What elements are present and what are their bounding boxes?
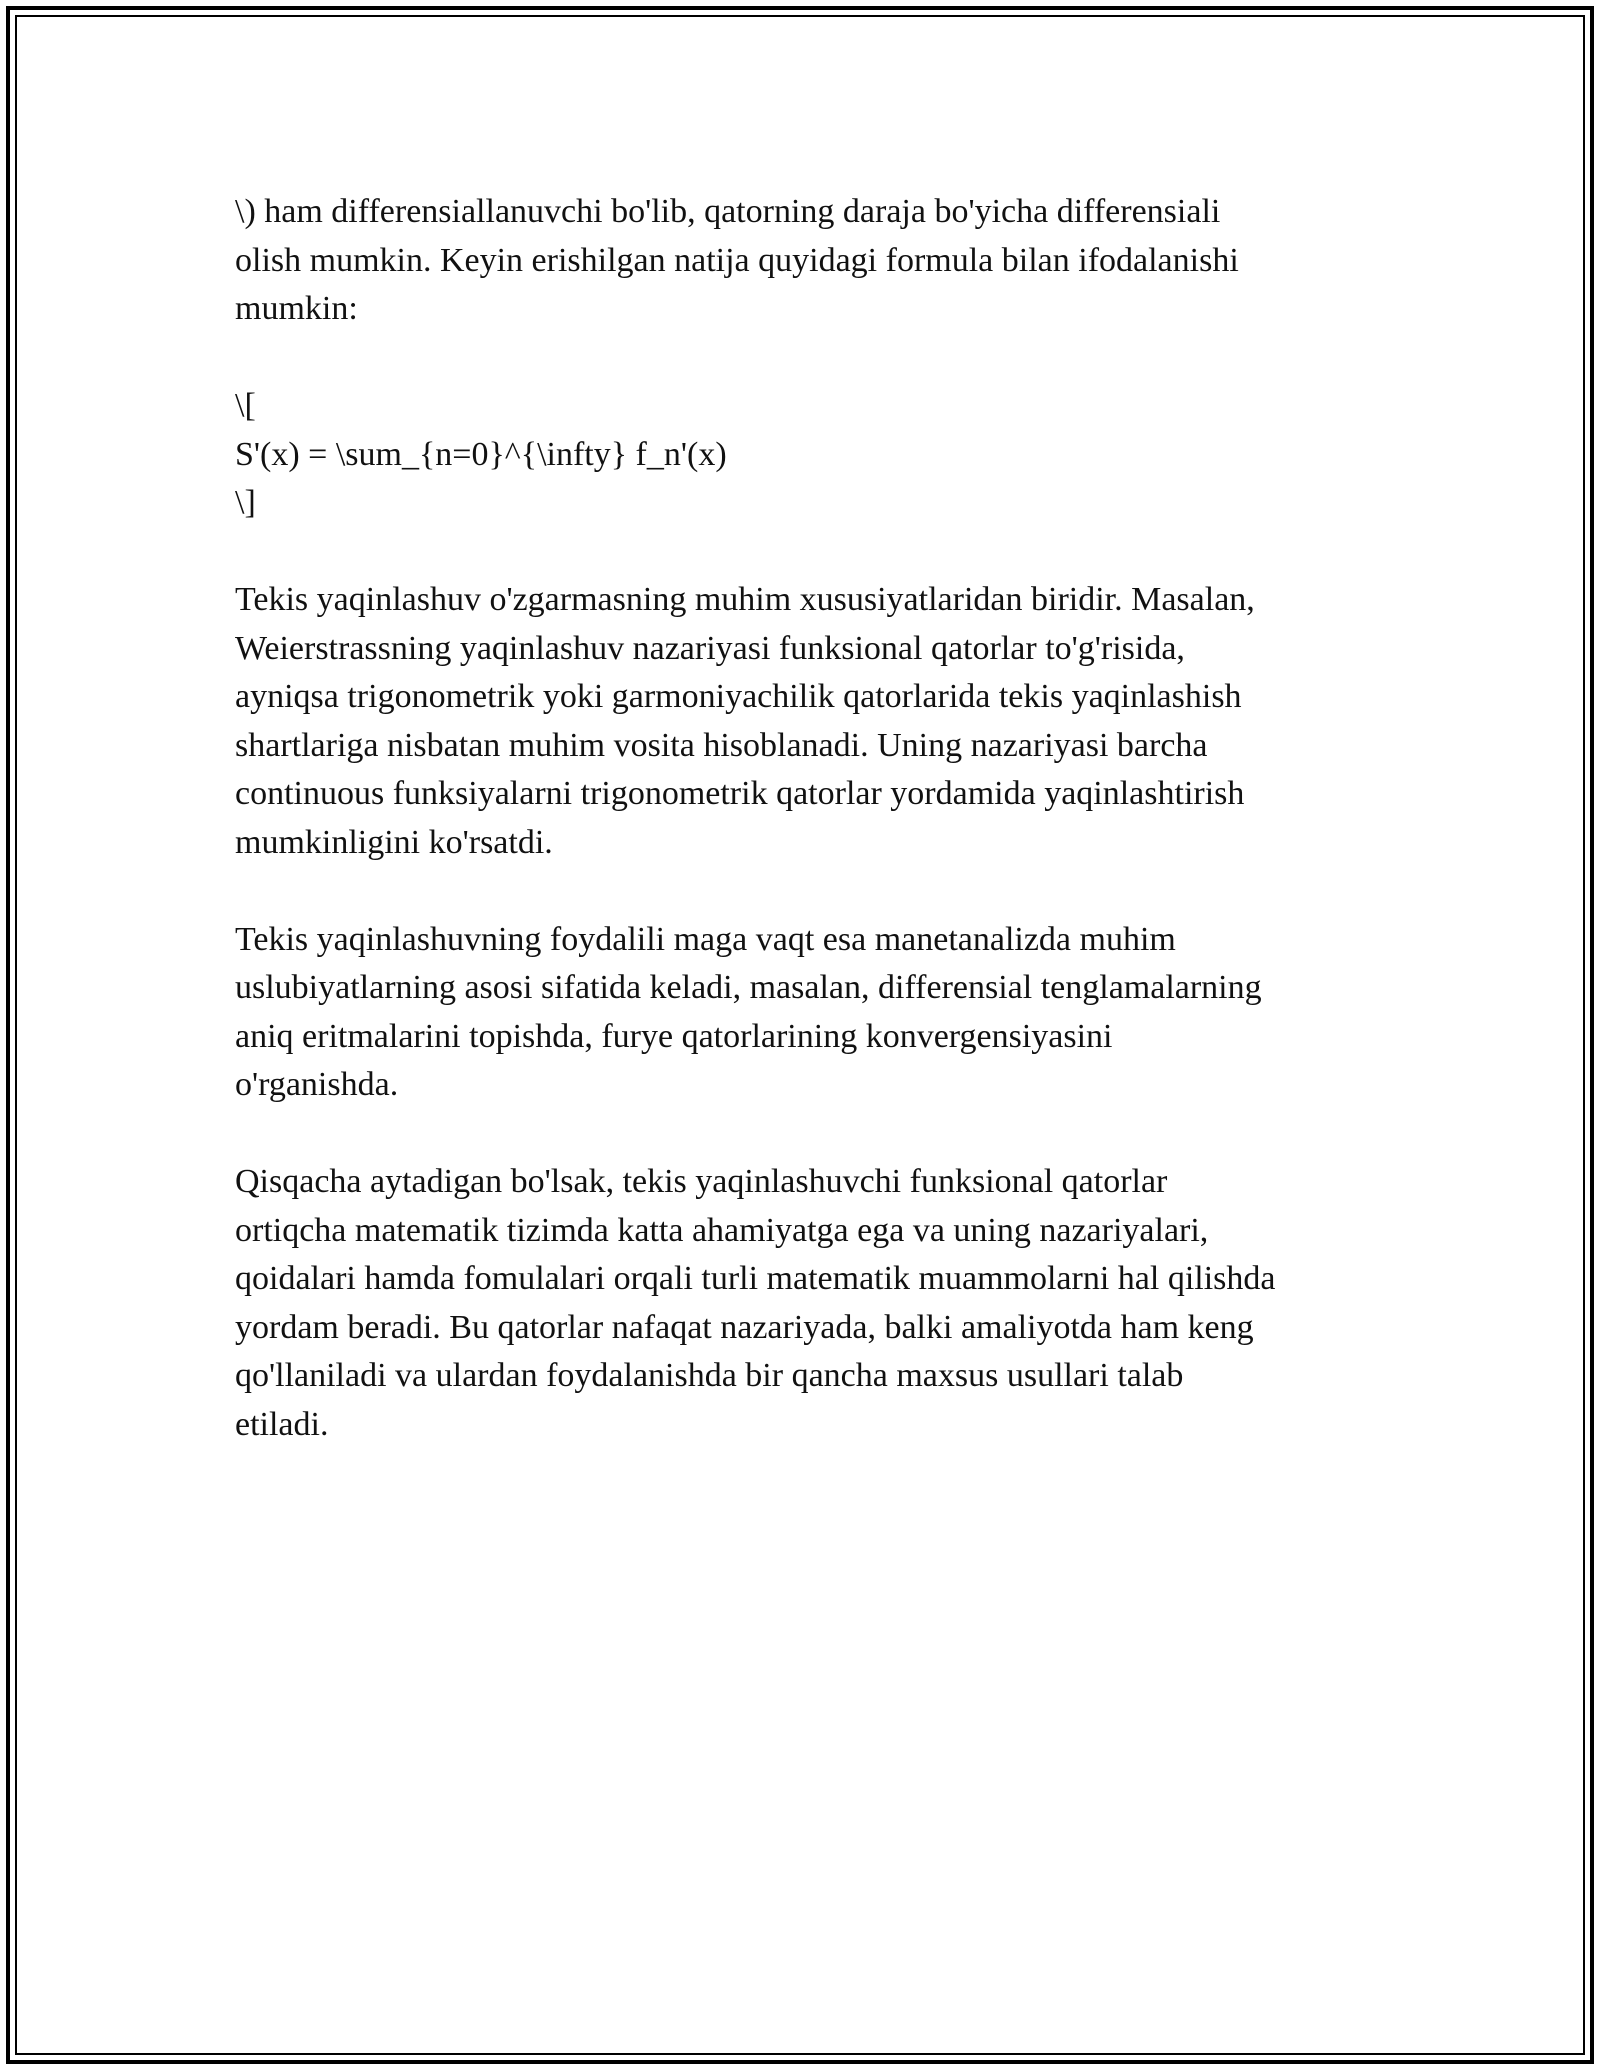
paragraph-intro-line1: \) ham differensiallanuvchi bo'lib, qatorning daraja bo'yicha differensiali — [235, 193, 1221, 230]
formula-open: \[ — [235, 387, 256, 424]
paragraph-intro-line2: olish mumkin. Keyin erishilgan natija quyidagi formula bilan ifodalanishi — [235, 241, 1239, 279]
formula-close: \] — [235, 484, 256, 521]
formula-block — [235, 382, 1375, 528]
paragraph-conclusion: Qisqacha aytadigan bo'lsak, tekis yaqinlashuvchi funksional qatorlar ortiqcha matematik tizimda katta ahamiyatga ega va uning nazariyalari, qoidalari hamda fomulalari orqali turli matematik muammolarni hal qilishda yordam beradi. Bu qatorlar nafaqat nazariyada, balki amaliyotda ham keng qo'llaniladi va ulardan foydalanishda bir qancha maxsus usullari talab etiladi. — [235, 1163, 1276, 1443]
paragraph-applications: Tekis yaqinlashuvning foydalili maga vaqt esa manetanalizda muhim uslubiyatlarning asosi sifatida keladi, masalan, differensial tenglamalarning aniq eritmalarini topishda, furye qatorlarining konvergensiyasini o'rganishda. — [235, 920, 1262, 1103]
paragraph-uniform-convergence: Tekis yaqinlashuv o'zgarmasning muhim xususiyatlaridan biridir. Masalan, Weierstrassning yaqinlashuv nazariyasi funksional qatorlar to'g'risida, ayniqsa trigonometrik yoki garmoniyachilik qatorlarida tekis yaqinlashish shartlariga nisbatan muhim vosita hisoblanadi. Uning nazariyasi barcha continuous funksiyalarni trigonometrik qatorlar yordamida yaqinlashtirish mumkinligini ko'rsatdi. — [235, 581, 1255, 861]
paragraph-intro — [235, 188, 1375, 334]
document-body — [235, 188, 1375, 1449]
paragraph-intro-line3: mumkin: — [235, 290, 358, 327]
formula-body: S'(x) = \sum_{n=0}^{\infty} f_n'(x) — [235, 435, 727, 473]
